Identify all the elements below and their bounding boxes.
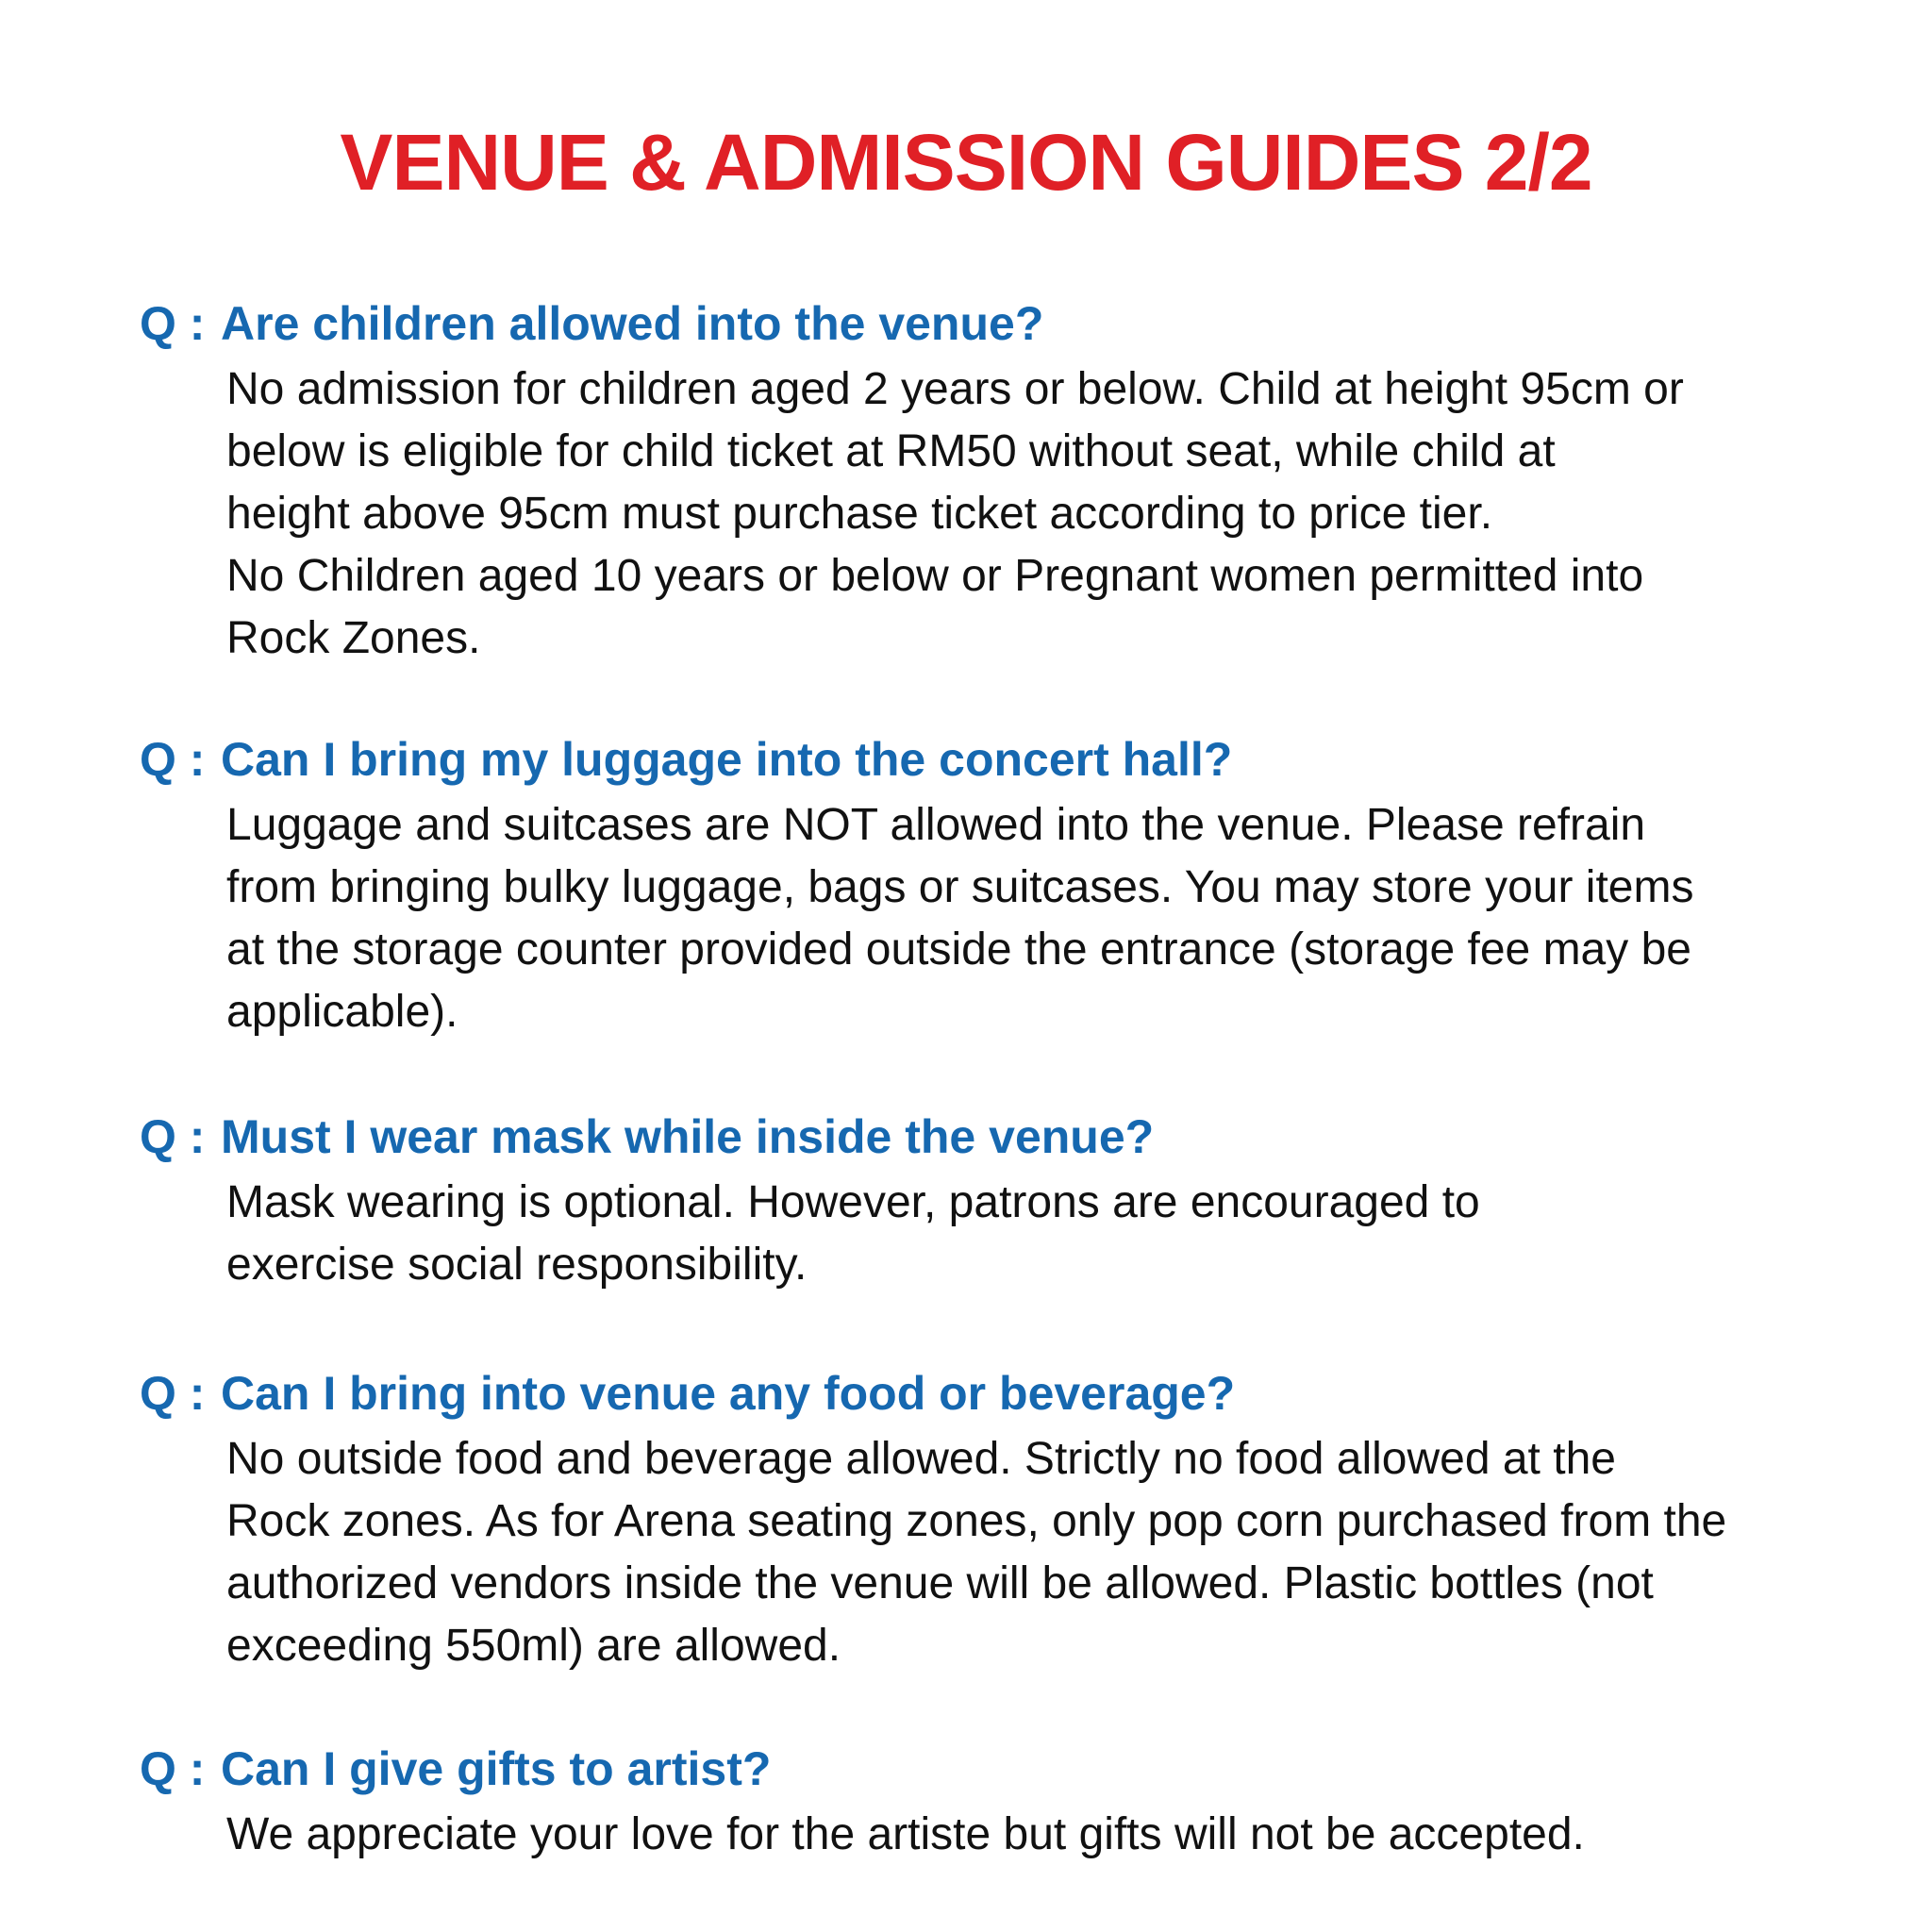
page-title: VENUE & ADMISSION GUIDES 2/2 <box>340 118 1592 207</box>
answer-line: applicable). <box>226 987 458 1037</box>
answer-line: We appreciate your love for the artiste but gifts will not be accepted. <box>226 1809 1585 1859</box>
question-prefix: Q : <box>140 733 206 786</box>
answer-line: authorized vendors inside the venue will be allowed. Plastic bottles (not <box>226 1558 1654 1608</box>
question-row <box>140 733 1233 786</box>
question-prefix: Q : <box>140 1742 206 1795</box>
question-row <box>140 1367 1236 1420</box>
answer-text <box>226 794 1849 1043</box>
answer-line: below is eligible for child ticket at RM50 without seat, while child at <box>226 426 1556 476</box>
answer-text <box>226 1428 1849 1677</box>
question-row <box>140 1742 772 1795</box>
answer-line: Rock zones. As for Arena seating zones, only pop corn purchased from the <box>226 1496 1727 1546</box>
answer-line: height above 95cm must purchase ticket according to price tier. <box>226 489 1493 539</box>
answer-text <box>226 1804 1849 1866</box>
answer-line: No admission for children aged 2 years or below. Child at height 95cm or <box>226 364 1684 414</box>
question-prefix: Q : <box>140 297 206 350</box>
answer-line: exceeding 550ml) are allowed. <box>226 1621 841 1671</box>
answer-line: Rock Zones. <box>226 613 481 663</box>
question-prefix: Q : <box>140 1367 206 1420</box>
question-row <box>140 297 1044 350</box>
answer-line: No Children aged 10 years or below or Pregnant women permitted into <box>226 551 1644 601</box>
question-text: Can I bring my luggage into the concert hall? <box>221 733 1233 786</box>
question-row <box>140 1110 1155 1163</box>
answer-text <box>226 358 1849 670</box>
question-prefix: Q : <box>140 1110 206 1163</box>
question-text: Can I give gifts to artist? <box>221 1742 772 1795</box>
question-text: Must I wear mask while inside the venue? <box>221 1110 1155 1163</box>
answer-text <box>226 1172 1849 1296</box>
question-text: Can I bring into venue any food or beverage? <box>221 1367 1236 1420</box>
answer-line: No outside food and beverage allowed. Strictly no food allowed at the <box>226 1434 1616 1484</box>
answer-line: from bringing bulky luggage, bags or suitcases. You may store your items <box>226 862 1694 912</box>
answer-line: Luggage and suitcases are NOT allowed into the venue. Please refrain <box>226 800 1646 850</box>
answer-line: exercise social responsibility. <box>226 1240 808 1290</box>
answer-line: Mask wearing is optional. However, patrons are encouraged to <box>226 1177 1480 1227</box>
answer-line: at the storage counter provided outside the entrance (storage fee may be <box>226 924 1691 974</box>
question-text: Are children allowed into the venue? <box>221 297 1044 350</box>
